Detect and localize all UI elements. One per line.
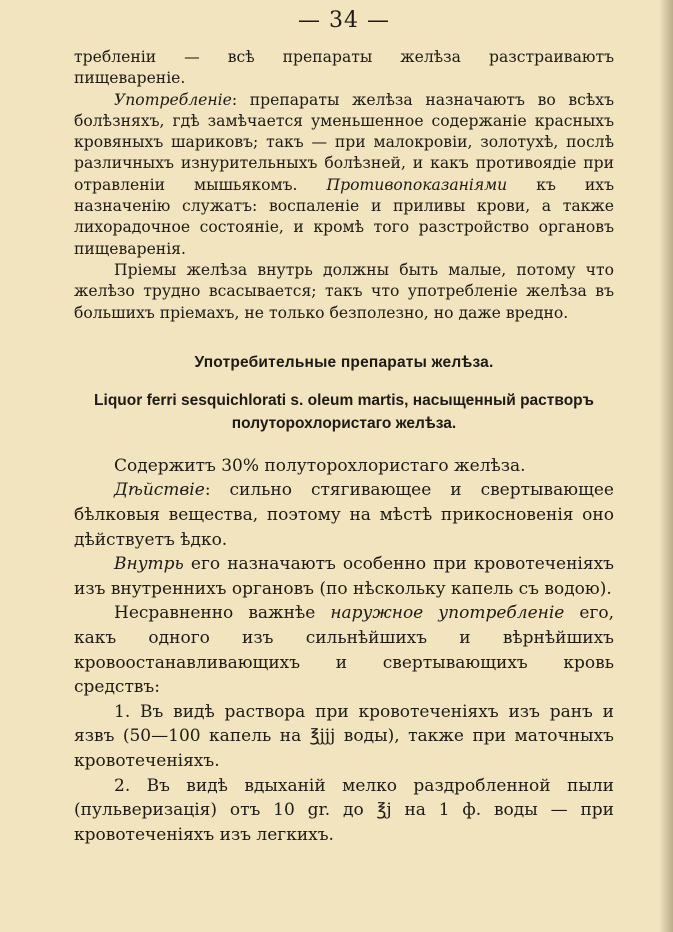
usage-text: : препараты желѣза назначаютъ во всѣхъ болѣзняхъ, гдѣ замѣчается уменьшенное содержаніе красныхъ кровяныхъ шариковъ; такъ — при малокровіи, золотухѣ, послѣ различныхъ изнурительныхъ болѣзней, и какъ противоядіе при отравленіи мышьякомъ. bbox=[74, 90, 614, 194]
paragraph-text: Пріемы желѣза внутрь должны быть малые, потому что желѣзо трудно всасывается; такъ что употребленіе желѣза въ большихъ пріемахъ, не только безполезно, но даже вредно. bbox=[74, 260, 614, 322]
internal-text: его назначаютъ особенно при кровотеченіяхъ изъ внутреннихъ органовъ (по нѣскольку капель съ водою). bbox=[74, 554, 614, 599]
list-item-text: 2. Въ видѣ вдыханій мелко раздробленной пыли (пульверизація) отъ 10 gr. до ℥j на 1 ф. воды — при кровотеченіяхъ изъ легкихъ. bbox=[74, 775, 614, 845]
page-number: — 34 — bbox=[298, 8, 390, 33]
action-label: Дѣйствіе bbox=[114, 480, 205, 501]
book-page bbox=[74, 8, 614, 847]
contraindications-text: къ ихъ назначенію служатъ: воспаленіе и приливы крови, а также лихорадочное состояніе, и кромѣ того разстройство органовъ пищеваренія. bbox=[74, 175, 614, 258]
subsection-title: Liquor ferri sesquichlorati s. oleum martis, насыщенный растворъ полуторохлористаго желѣза. bbox=[94, 391, 594, 433]
paragraph-external bbox=[74, 601, 614, 699]
external-label: наружное употребленіе bbox=[330, 603, 565, 624]
contraindications-label: Противопоказаніями bbox=[326, 175, 508, 194]
usage-label: Употребленіе bbox=[114, 90, 232, 109]
paragraph-text: требленіи — всѣ препараты желѣза разстраиваютъ пищевареніе. bbox=[74, 48, 614, 88]
paragraph-contents bbox=[74, 454, 614, 479]
external-text-end: его, какъ одного изъ сильнѣйшихъ и вѣрнѣйшихъ кровоостанавливающихъ и свертывающихъ кровь средствъ: bbox=[74, 603, 614, 698]
external-text-start: Несравненно важнѣе bbox=[114, 603, 331, 624]
section-title: Употребительные препараты желѣза. bbox=[194, 353, 494, 371]
page-edge-shadow bbox=[659, 0, 673, 932]
paragraph-doses bbox=[74, 260, 614, 324]
paragraph-action bbox=[74, 478, 614, 552]
list-item-text: 1. Въ видѣ раствора при кровотеченіяхъ изъ ранъ и язвъ (50—100 капель на ℥jjj воды), также при маточныхъ кровотеченіяхъ. bbox=[74, 701, 614, 771]
paragraph-internal bbox=[74, 552, 614, 601]
paragraph-text: Содержитъ 30% полуторохлористаго желѣза. bbox=[114, 455, 526, 476]
action-text: : сильно стягивающее и свертывающее бѣлковыя вещества, поэтому на мѣстѣ прикосновенія оно дѣйствуетъ ѣдко. bbox=[74, 480, 614, 550]
list-item-1 bbox=[74, 700, 614, 774]
list-item-2 bbox=[74, 774, 614, 848]
paragraph-usage bbox=[74, 90, 614, 260]
paragraph-continuation bbox=[74, 47, 614, 90]
internal-label: Внутрь bbox=[114, 554, 184, 575]
